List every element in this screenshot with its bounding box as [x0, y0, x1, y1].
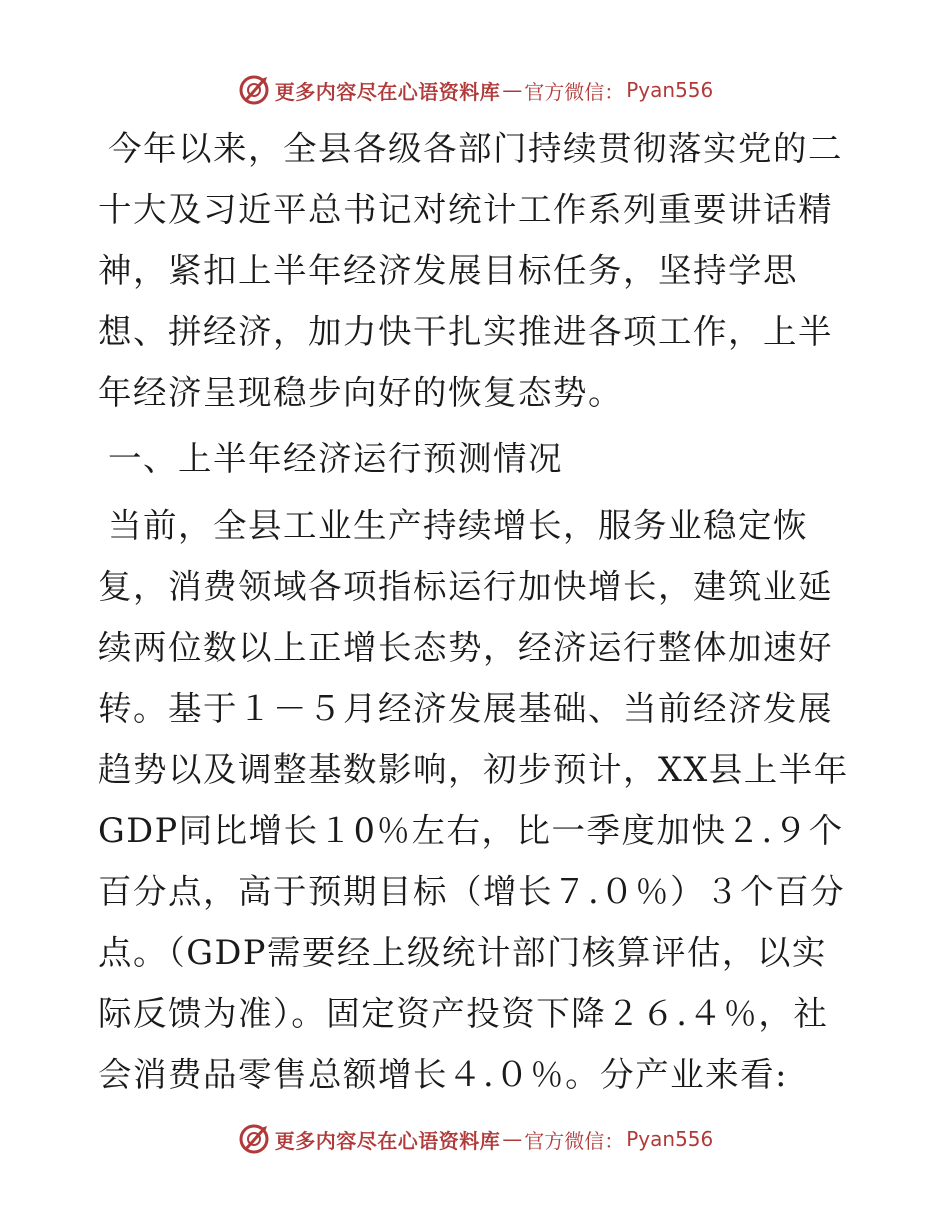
- paragraph-forecast: 当前，全县工业生产持续增长，服务业稳定恢复，消费领域各项指标运行加快增长，建筑业延续两位数以上正增长态势，经济运行整体加速好转。基于１－５月经济发展基础、当前经济发展趋势以及调整基数影响，初步预计，XX县上半年GDP同比增长１0％左右，比一季度加快２.９个百分点，高于预期目标（增长７.０％）３个百分点。（GDP需要经上级统计部门核算评估，以实际反馈为准）。固定资产投资下降２６.４％，社会消费品零售总额增长４.０％。分产业来看:: [98, 506, 849, 1094]
- watermark-site-text: 更多内容尽在心语资料库: [274, 79, 501, 104]
- watermark-wechat-id: Pyan556: [626, 78, 714, 102]
- watermark-footer: [0, 1121, 950, 1157]
- watermark-separator: —: [502, 1127, 523, 1151]
- logo-icon: [237, 73, 271, 107]
- document-body: [98, 118, 858, 1105]
- watermark-wechat-label: 官方微信：: [524, 79, 625, 104]
- paragraph-intro: 今年以来，全县各级各部门持续贯彻落实党的二十大及习近平总书记对统计工作系列重要讲话精神，紧扣上半年经济发展目标任务，坚持学思想、拼经济，加力快干扎实推进各项工作，上半年经济呈现稳步向好的恢复态势。: [98, 129, 843, 412]
- watermark-wechat-id: Pyan556: [626, 1127, 714, 1151]
- watermark-separator: —: [502, 78, 523, 102]
- watermark-wechat-label: 官方微信：: [524, 1128, 625, 1153]
- watermark-header: [0, 72, 950, 108]
- section-heading: 一、上半年经济运行预测情况: [108, 439, 563, 478]
- logo-icon: [237, 1122, 271, 1156]
- watermark-site-text: 更多内容尽在心语资料库: [274, 1128, 501, 1153]
